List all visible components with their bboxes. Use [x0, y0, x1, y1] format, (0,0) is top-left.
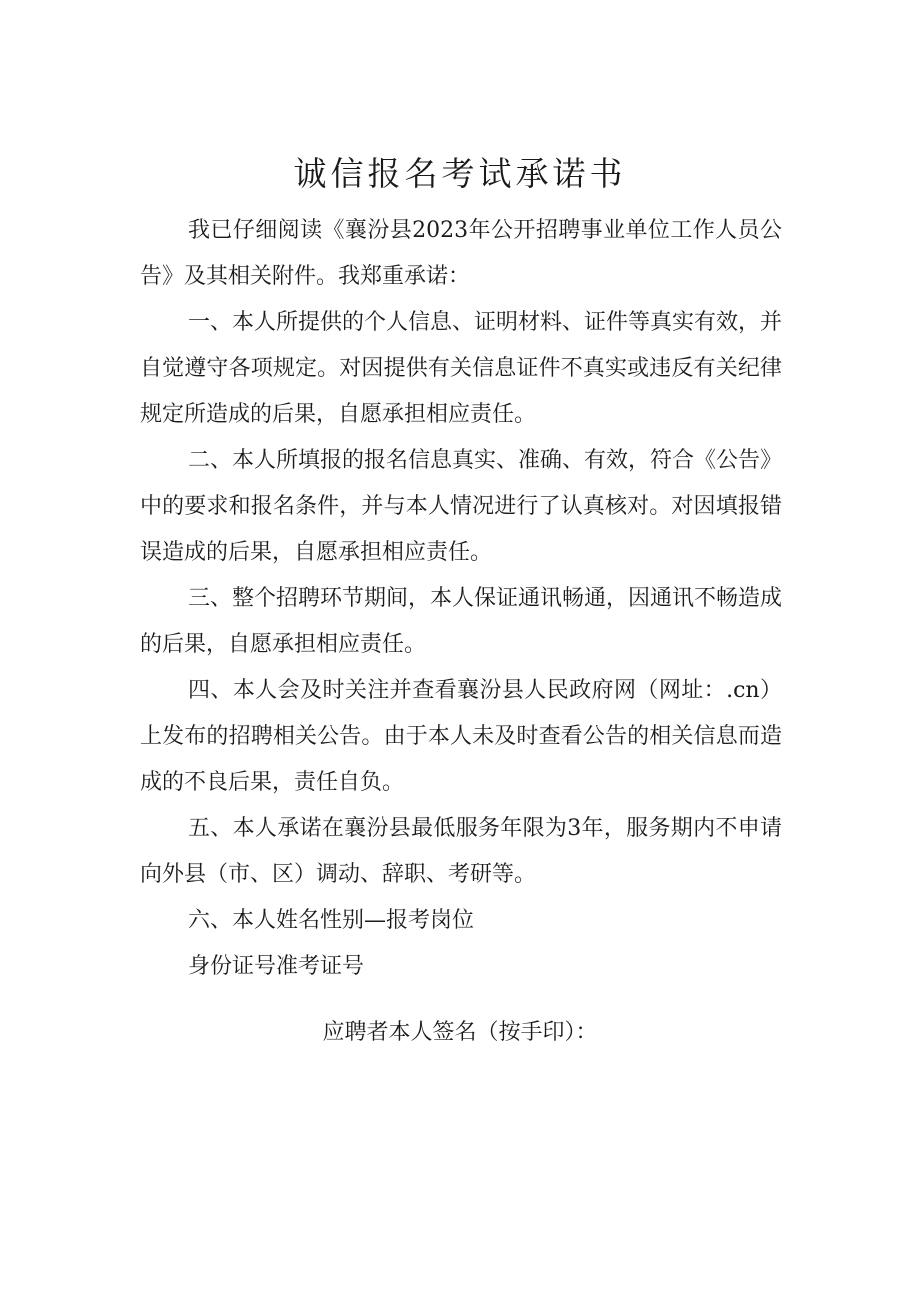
- commitment-item-1: 一、本人所提供的个人信息、证明材料、证件等真实有效，并自觉遵守各项规定。对因提供有关信息证件不真实或违反有关纪律规定所造成的后果，自愿承担相应责任。: [140, 310, 783, 427]
- signature-line: 应聘者本人签名（按手印）：: [322, 1020, 598, 1045]
- commitment-item-5: 五、本人承诺在襄汾县最低服务年限为3年，服务期内不申请向外县（市、区）调动、辞职、考研等。: [140, 816, 782, 887]
- commitment-item-4: 四、本人会及时关注并查看襄汾县人民政府网（网址：.cn）上发布的招聘相关公告。由于本人未及时查看公告的相关信息而造成的不良后果，责任自负。: [140, 678, 782, 795]
- document-title: 诚信报名考试承诺书: [293, 154, 627, 193]
- commitment-item-6: 六、本人姓名性别—报考岗位: [188, 908, 475, 933]
- commitment-item-2: 二、本人所填报的报名信息真实、准确、有效，符合《公告》中的要求和报名条件，并与本人情况进行了认真核对。对因填报错误造成的后果，自愿承担相应责任。: [140, 448, 783, 565]
- document-body: [140, 208, 782, 990]
- id-number-line: 身份证号准考证号: [188, 954, 365, 979]
- commitment-item-3: 三、整个招聘环节期间，本人保证通讯畅通，因通讯不畅造成的后果，自愿承担相应责任。: [140, 586, 783, 657]
- intro-paragraph: 我已仔细阅读《襄汾县2023年公开招聘事业单位工作人员公告》及其相关附件。我郑重承诺：: [140, 218, 782, 289]
